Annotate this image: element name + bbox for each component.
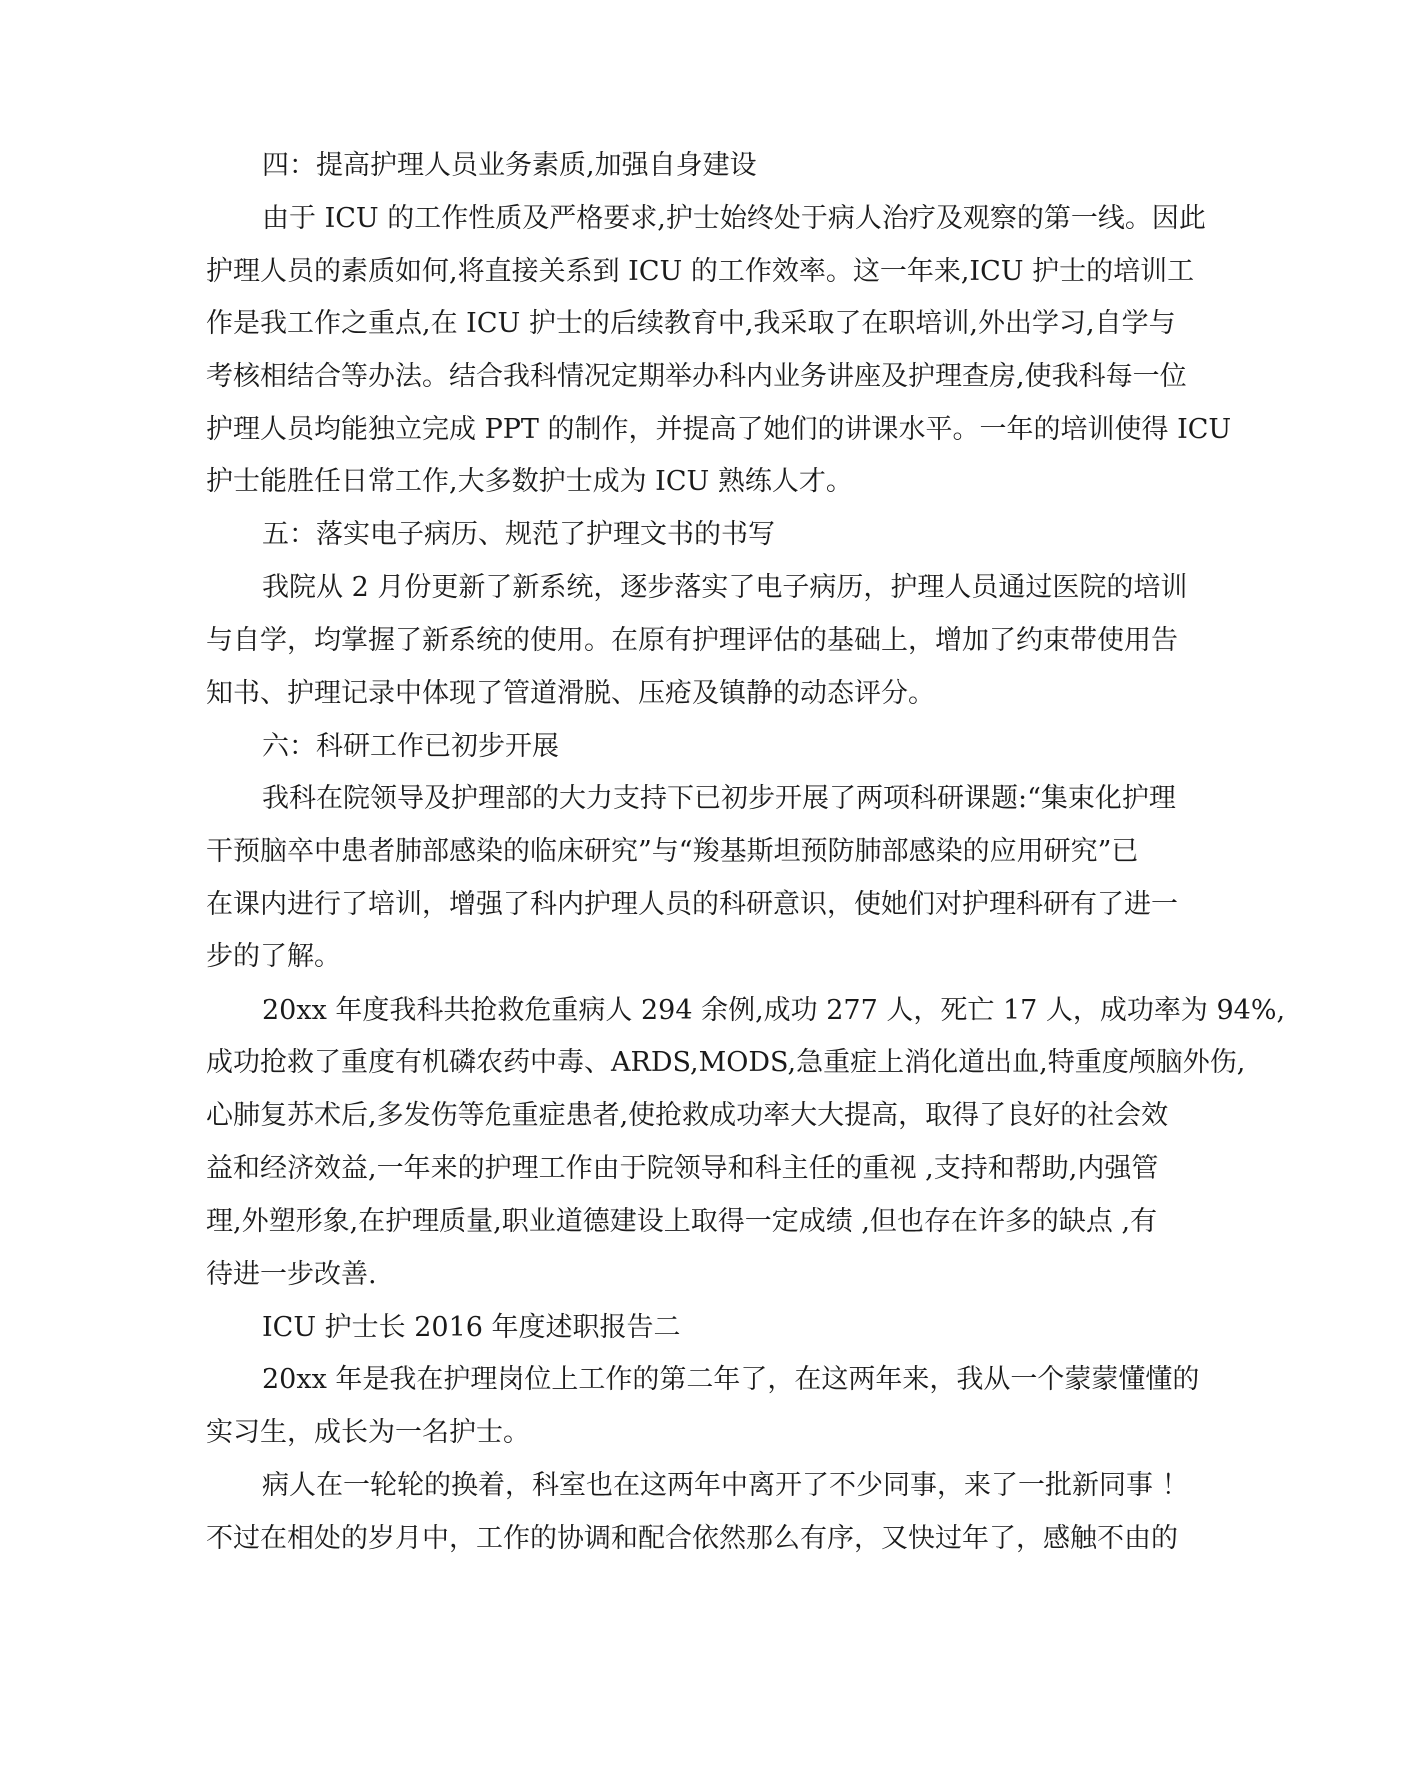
paragraph-line: 考核相结合等办法。结合我科情况定期举办科内业务讲座及护理查房,使我科每一位: [206, 361, 1187, 392]
paragraph-line: 作是我工作之重点,在 ICU 护士的后续教育中,我采取了在职培训,外出学习,自学与: [206, 308, 1176, 339]
paragraph-line: 我科在院领导及护理部的大力支持下已初步开展了两项科研课题:“集束化护理: [262, 783, 1176, 814]
paragraph-line: 知书、护理记录中体现了管道滑脱、压疮及镇静的动态评分。: [206, 678, 935, 709]
paragraph-line: 成功抢救了重度有机磷农药中毒、ARDS,MODS,急重症上消化道出血,特重度颅脑外伤,: [206, 1047, 1246, 1078]
paragraph-line: 干预脑卒中患者肺部感染的临床研究”与“羧基斯坦预防肺部感染的应用研究”已: [206, 836, 1139, 867]
paragraph-line: 心肺复苏术后,多发伤等危重症患者,使抢救成功率大大提高，取得了良好的社会效: [206, 1100, 1169, 1131]
paragraph-line: 理,外塑形象,在护理质量,职业道德建设上取得一定成绩 ,但也存在许多的缺点 ,有: [206, 1206, 1158, 1237]
paragraph-line: 我院从 2 月份更新了新系统，逐步落实了电子病历，护理人员通过医院的培训: [262, 572, 1188, 603]
paragraph-line: 在课内进行了培训，增强了科内护理人员的科研意识，使她们对护理科研有了进一: [206, 889, 1178, 920]
paragraph-line: 由于 ICU 的工作性质及严格要求,护士始终处于病人治疗及观察的第一线。因此: [262, 203, 1206, 234]
heading-section-6: 六：科研工作已初步开展: [262, 731, 559, 762]
paragraph-line: 20xx 年度我科共抢救危重病人 294 余例,成功 277 人，死亡 17 人，成功率为 94%,: [262, 995, 1286, 1026]
paragraph-line: 病人在一轮轮的换着，科室也在这两年中离开了不少同事，来了一批新同事 ！: [262, 1470, 1189, 1501]
paragraph-line: 实习生，成长为一名护士。: [206, 1417, 530, 1448]
paragraph-line: 护理人员均能独立完成 PPT 的制作，并提高了她们的讲课水平。一年的培训使得 ICU: [206, 414, 1232, 445]
heading-section-4: 四：提高护理人员业务素质,加强自身建设: [262, 150, 757, 181]
heading-section-5: 五：落实电子病历、规范了护理文书的书写: [262, 519, 775, 550]
paragraph-line: 护士能胜任日常工作,大多数护士成为 ICU 熟练人才。: [206, 466, 853, 497]
paragraph-line: 待进一步改善.: [206, 1259, 377, 1290]
paragraph-line: 益和经济效益,一年来的护理工作由于院领导和科主任的重视 ,支持和帮助,内强管: [206, 1153, 1159, 1184]
paragraph-line: 不过在相处的岁月中，工作的协调和配合依然那么有序，又快过年了，感触不由的: [206, 1523, 1178, 1554]
paragraph-line: 护理人员的素质如何,将直接关系到 ICU 的工作效率。这一年来,ICU 护士的培训工: [206, 256, 1195, 287]
paragraph-line: 20xx 年是我在护理岗位上工作的第二年了，在这两年来，我从一个蒙蒙懂懂的: [262, 1364, 1200, 1395]
paragraph-line: 步的了解。: [206, 941, 341, 972]
paragraph-line: 与自学，均掌握了新系统的使用。在原有护理评估的基础上，增加了约束带使用告: [206, 625, 1178, 656]
report-subtitle: ICU 护士长 2016 年度述职报告二: [262, 1312, 681, 1343]
